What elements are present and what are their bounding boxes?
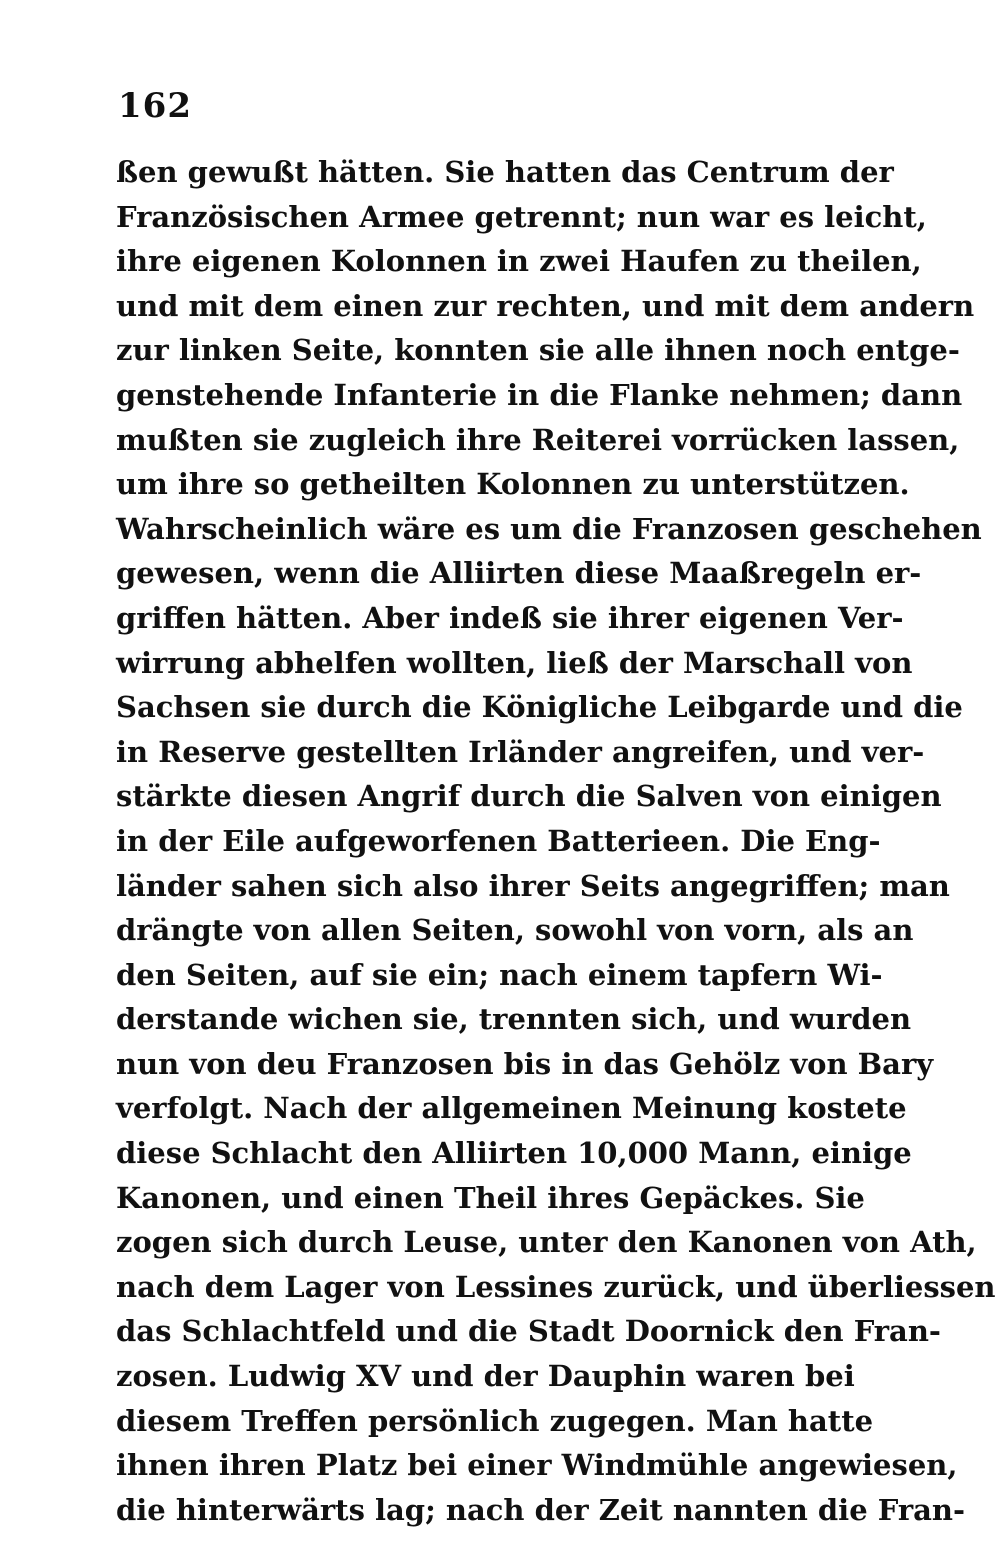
text-line: wirrung abhelfen wollten, ließ der Marschall von (116, 645, 913, 680)
text-line: diese Schlacht den Alliirten 10,000 Mann, einige (116, 1136, 912, 1171)
text-line: genstehende Infanterie in die Flanke nehmen; dann (116, 377, 963, 412)
text-line: nach dem Lager von Lessines zurück, und überliessen (116, 1269, 996, 1304)
text-line: in Reserve gestellten Irländer angreifen, und ver- (116, 734, 925, 769)
text-line: das Schlachtfeld und die Stadt Doornick den Fran- (116, 1314, 941, 1349)
text-line: griffen hätten. Aber indeß sie ihrer eigenen Ver- (116, 600, 904, 635)
text-line: diesem Treffen persönlich zugegen. Man hatte (116, 1403, 874, 1438)
text-line: verfolgt. Nach der allgemeinen Meinung kostete (116, 1091, 907, 1126)
text-line: stärkte diesen Angrif durch die Salven von einigen (116, 779, 942, 814)
text-line: Sachsen sie durch die Königliche Leibgarde und die (116, 690, 963, 725)
text-line: Wahrscheinlich wäre es um die Franzosen geschehen (116, 511, 982, 546)
text-line: um ihre so getheilten Kolonnen zu unterstützen. (116, 467, 910, 502)
text-line: und mit dem einen zur rechten, und mit dem andern (116, 288, 975, 323)
text-line: länder sahen sich also ihrer Seits angegriffen; man (116, 868, 950, 903)
text-line: nun von deu Franzosen bis in das Gehölz von Bary (116, 1046, 934, 1081)
text-line: zogen sich durch Leuse, unter den Kanonen von Ath, (116, 1225, 977, 1260)
text-line: gewesen, wenn die Alliirten diese Maaßregeln er- (116, 556, 922, 591)
text-line: Französischen Armee getrennt; nun war es leicht, (116, 199, 927, 234)
text-line: ihre eigenen Kolonnen in zwei Haufen zu theilen, (116, 244, 922, 279)
text-line: zur linken Seite, konnten sie alle ihnen noch entge- (116, 333, 960, 368)
text-line: zosen. Ludwig XV und der Dauphin waren bei (116, 1359, 855, 1394)
text-line: drängte von allen Seiten, sowohl von vorn, als an (116, 913, 914, 948)
text-line: derstande wichen sie, trennten sich, und wurden (116, 1002, 912, 1037)
text-line: ßen gewußt hätten. Sie hatten das Centrum der (116, 155, 894, 189)
text-line: ihnen ihren Platz bei einer Windmühle angewiesen, (116, 1448, 958, 1483)
text-line: den Seiten, auf sie ein; nach einem tapfern Wi- (116, 957, 883, 992)
text-line: Kanonen, und einen Theil ihres Gepäckes. Sie (116, 1180, 865, 1215)
text-line: die hinterwärts lag; nach der Zeit nannten die Fran- (116, 1492, 966, 1527)
body-text (116, 150, 996, 1532)
text-line: in der Eile aufgeworfenen Batterieen. Die Eng- (116, 823, 881, 858)
page-number: 162 (118, 86, 192, 126)
text-line: mußten sie zugleich ihre Reiterei vorrücken lassen, (116, 422, 960, 457)
